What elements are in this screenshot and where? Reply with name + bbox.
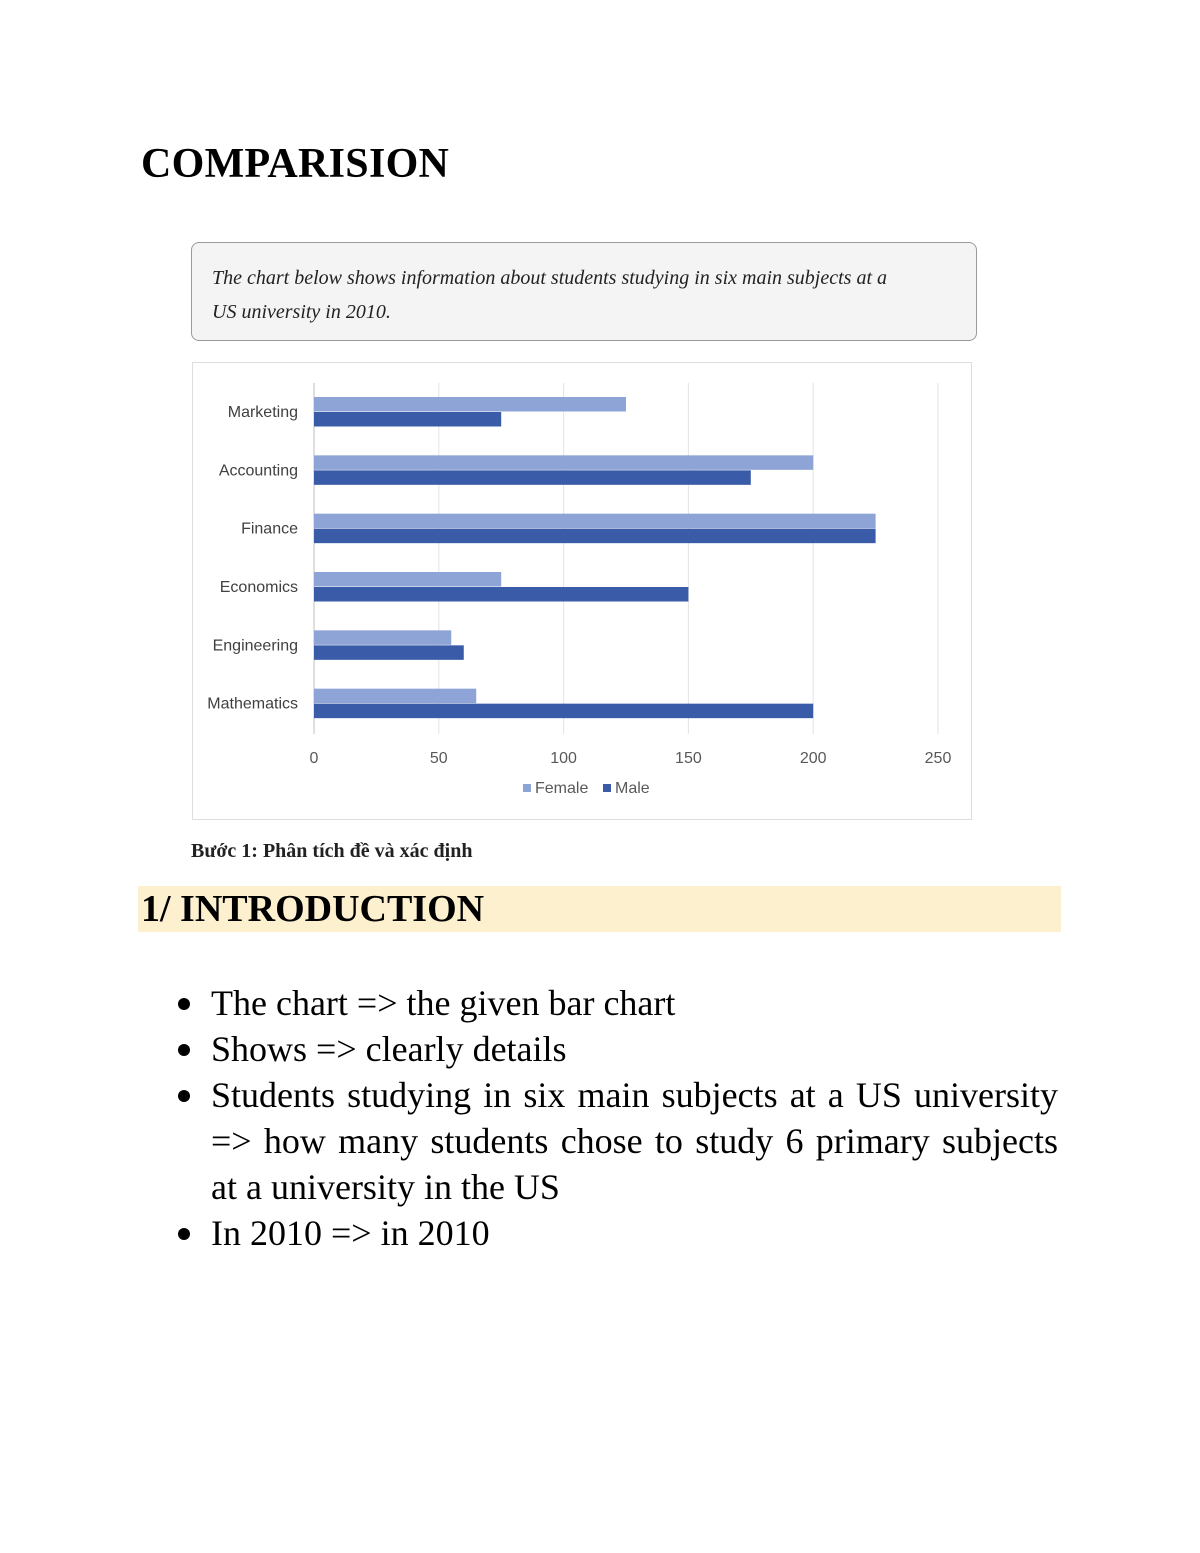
cropped-caption	[141, 834, 1059, 862]
bar-female-finance	[314, 514, 876, 529]
task-prompt-line-2: US university in 2010.	[212, 301, 391, 323]
legend-swatch-male	[603, 784, 611, 792]
x-tick-label: 150	[675, 750, 702, 767]
bar-female-mathematics	[314, 689, 476, 704]
bar-male-economics	[314, 587, 688, 602]
bar-chart-frame	[192, 362, 972, 820]
bullet-item: The chart => the given bar chart	[211, 980, 1058, 1026]
x-tick-label: 250	[924, 750, 952, 767]
page-title: COMPARISION	[141, 141, 450, 187]
section-heading-introduction: 1/ INTRODUCTION	[138, 886, 1061, 932]
x-tick-label: 100	[550, 750, 577, 767]
cropped-caption-text: Bước 1: Phân tích đề và xác định	[191, 840, 473, 862]
bar-female-economics	[314, 572, 501, 587]
bar-chart	[193, 363, 973, 821]
x-tick-label: 200	[799, 750, 827, 767]
category-label: Marketing	[227, 404, 298, 421]
category-label: Accounting	[218, 462, 298, 480]
bar-male-marketing	[314, 412, 501, 427]
x-tick-label: 0	[309, 750, 319, 767]
category-label: Economics	[219, 579, 298, 596]
bar-male-mathematics	[314, 704, 813, 719]
legend-label-male: Male	[615, 780, 650, 797]
task-prompt-line-1: The chart below shows information about students studying in six main subjects at a	[212, 267, 887, 289]
bar-male-engineering	[314, 645, 464, 660]
x-tick-label: 50	[429, 750, 448, 767]
bar-female-accounting	[314, 455, 813, 470]
category-label: Mathematics	[207, 695, 298, 713]
bullet-item: In 2010 => in 2010	[211, 1210, 1058, 1256]
bar-female-engineering	[314, 630, 451, 645]
bar-male-finance	[314, 529, 876, 544]
category-label: Finance	[241, 520, 298, 538]
introduction-bullet-list	[211, 980, 1058, 1256]
task-prompt-box	[191, 242, 977, 341]
bar-male-accounting	[314, 470, 751, 485]
legend-swatch-female	[523, 784, 531, 792]
category-label: Engineering	[212, 637, 298, 655]
bullet-item: Shows => clearly details	[211, 1026, 1058, 1072]
legend-label-female: Female	[535, 780, 589, 797]
bar-female-marketing	[314, 397, 626, 412]
bullet-item: Students studying in six main subjects at a US university => how many students chose to study 6 primary subjects at a university in the US	[211, 1072, 1058, 1210]
